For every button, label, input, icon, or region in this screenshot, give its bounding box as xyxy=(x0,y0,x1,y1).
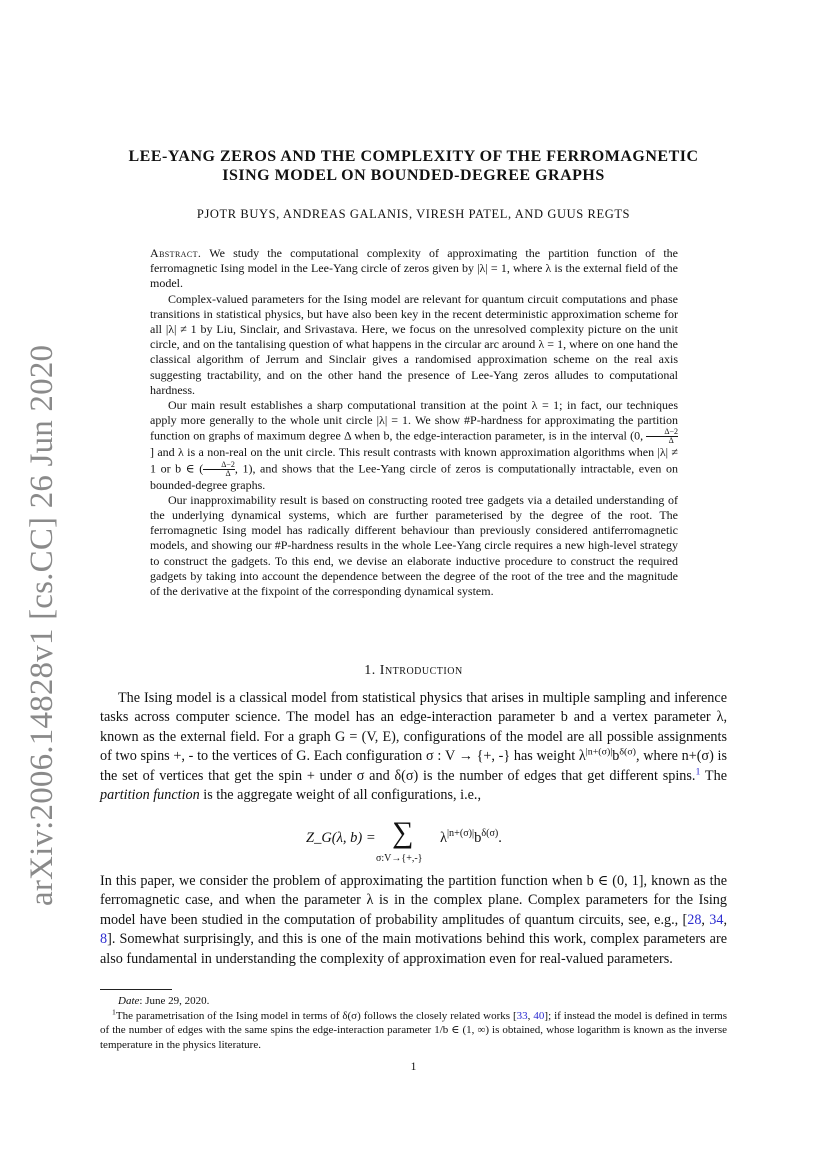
abstract-text-3b: ] and λ is a non-real on the unit circle. This result contrasts with known approximation algorithms when |λ| ≠ 1 or b ∈ ( xyxy=(150,445,678,475)
intro-text-1e: is the aggregate weight of all configurations, i.e., xyxy=(199,787,482,804)
equation-period: . xyxy=(498,830,502,846)
abstract-label: Abstract. xyxy=(150,246,202,260)
date-value: : June 29, 2020. xyxy=(139,995,210,1007)
abstract-text-3a: Our main result establishes a sharp computational transition at the point λ = 1; in fact, our techniques apply more generally to the whole unit circle |λ| = 1. We show #P-hardness for approximating the partition function on graphs of maximum degree Δ when b, the edge-interaction parameter, is in the interval (0, xyxy=(150,398,678,443)
equation-rhs xyxy=(440,830,502,847)
footnotes xyxy=(100,994,727,1052)
intro-text-1a: The Ising model is a classical model from statistical physics that arises in multiple sampling and inference tasks across computer science. The model has an edge-interaction parameter b and a vertex parameter λ, known as the external field. For a graph G = (V, E), configurations of the model are all possible assignments of two spins +, - to the vertices of G. Each configuration σ : V → {+, -} has weight λ xyxy=(100,690,727,765)
section-heading-introduction xyxy=(100,663,727,679)
intro-paragraph-2 xyxy=(100,872,727,969)
abstract-paragraph-4: Our inapproximability result is based on constructing rooted tree gadgets via a detailed understanding of the underlying dynamical systems, which are further parameterised by the degree of the root. The ferromagnetic Ising model has radically different behaviour than previously considered antiferromagnetic models, and showing our #P-hardness results in the whole Lee-Yang circle requires a new high-level strategy to construct the gadgets. To this end, we devise an elaborate inductive procedure to construct the required gadgets by taking into account the dependence between the degree of the root of the tree and the magnitude of the derivative at the fixpoint of the corresponding dynamical system. xyxy=(150,492,678,599)
footnote-ref-1[interactable]: 1 xyxy=(695,765,701,777)
intro-text-2a: In this paper, we consider the problem of approximating the partition function when b ∈ (0, 1], known as the ferromagnetic case, and when the parameter λ is in the complex plane. Complex parameters for the Ising model have been studied in the computation of probability amplitudes of quantum circuits, see, e.g., [ xyxy=(100,873,727,928)
date-note xyxy=(100,994,727,1009)
paper-title-line-1: LEE-YANG ZEROS AND THE COMPLEXITY OF THE FERROMAGNETIC xyxy=(128,148,699,165)
partition-function-term: partition function xyxy=(100,787,200,804)
partition-function-equation xyxy=(100,818,727,870)
citation-link[interactable]: 40 xyxy=(533,1009,545,1022)
equation-lhs: Z_G(λ, b) = xyxy=(306,830,376,846)
paper-title xyxy=(100,147,727,185)
equation-b: b xyxy=(474,830,482,846)
summation-index: σ:V→{+,-} xyxy=(376,853,423,864)
section-title: Introduction xyxy=(379,663,463,678)
footnote-marker: 1 xyxy=(112,1006,116,1016)
citation-link[interactable]: 28 xyxy=(687,911,702,928)
summation-symbol: ∑ xyxy=(392,816,414,849)
intro-text-1d: The xyxy=(700,767,727,784)
intro-text-2b: ]. Somewhat surprisingly, and this is one of the main motivations behind this work, complex parameters are also fundamental in understanding the complexity of approximation even for real-valued parameters. xyxy=(100,931,727,967)
author-list: PJOTR BUYS, ANDREAS GALANIS, VIRESH PATEL, AND GUUS REGTS xyxy=(196,207,631,221)
citation-separator: , xyxy=(527,1009,534,1022)
footnote-1 xyxy=(100,1006,728,1053)
fraction-numerator: Δ−2 xyxy=(646,428,678,437)
citation-link[interactable]: 8 xyxy=(100,931,108,948)
footnote-text-a: The parametrisation of the Ising model in terms of δ(σ) follows the closely related works [ xyxy=(115,1009,517,1022)
date-label: Date xyxy=(118,995,140,1007)
equation-exponent-n: |n+(σ)| xyxy=(447,828,475,840)
abstract xyxy=(150,246,678,599)
intro-text-1c: , where n+(σ) is the set of vertices that get the spin + under σ and δ(σ) is the number of edges that get different spins. xyxy=(100,748,727,784)
citation-link[interactable]: 34 xyxy=(709,911,724,928)
footnote-text-b: ]; if instead the model is defined in terms of the number of edges with the same spins the edge-interaction parameter 1/b ∈ (1, ∞) is obtained, whose logarithm is known as the inverse temperature in the physics literature. xyxy=(100,1009,728,1051)
intro-paragraph-1 xyxy=(100,689,727,805)
footnote-divider xyxy=(100,989,172,990)
paper-title-line-2: ISING MODEL ON BOUNDED-DEGREE GRAPHS xyxy=(222,167,605,184)
intro-text-1b: b xyxy=(612,748,620,765)
page-number: 1 xyxy=(410,1061,417,1073)
equation-exponent-delta: δ(σ) xyxy=(481,828,499,840)
fraction-delta xyxy=(203,461,235,478)
abstract-paragraph-2: Complex-valued parameters for the Ising model are relevant for quantum circuit computations and phase transitions in statistical physics, but have also been key in the recent deterministic approximation scheme for all |λ| ≠ 1 by Liu, Sinclair, and Srivastava. Here, we focus on the unresolved complexity picture on the unit circle, and on the tantalising question of what happens in the circular arc around λ = 1, where on one hand the classical algorithm of Jerrum and Sinclair gives a randomised approximation scheme on the real axis suggesting tractability, and on the other hand the presence of Lee-Yang zeros alludes to computational hardness. xyxy=(150,291,678,397)
fraction-denominator: Δ xyxy=(668,436,674,446)
weight-exponent-delta: δ(σ) xyxy=(619,746,636,758)
abstract-text-3c: , 1), and shows that the Lee-Yang circle of zeros is computationally intractable, even on bounded-degree graphs. xyxy=(150,460,679,492)
abstract-paragraph-3 xyxy=(150,398,678,493)
abstract-paragraph-1 xyxy=(150,246,678,292)
section-number: 1. xyxy=(364,663,376,678)
fraction-numerator: Δ−2 xyxy=(203,461,235,470)
equation-lambda: λ xyxy=(440,830,448,846)
citation-separator: , xyxy=(701,911,710,928)
fraction-delta xyxy=(646,428,678,445)
abstract-text-1: We study the computational complexity of approximating the partition function of the ferromagnetic Ising model in the Lee-Yang circle of zeros given by |λ| = 1, where λ is the external field of the model. xyxy=(150,246,678,291)
arxiv-identifier-stamp: arXiv:2006.14828v1 [cs.CC] 26 Jun 2020 xyxy=(24,344,60,906)
fraction-denominator: Δ xyxy=(225,468,231,478)
weight-exponent-n: |n+(σ)| xyxy=(585,746,613,758)
citation-link[interactable]: 33 xyxy=(516,1009,528,1022)
citation-separator: , xyxy=(723,911,727,928)
